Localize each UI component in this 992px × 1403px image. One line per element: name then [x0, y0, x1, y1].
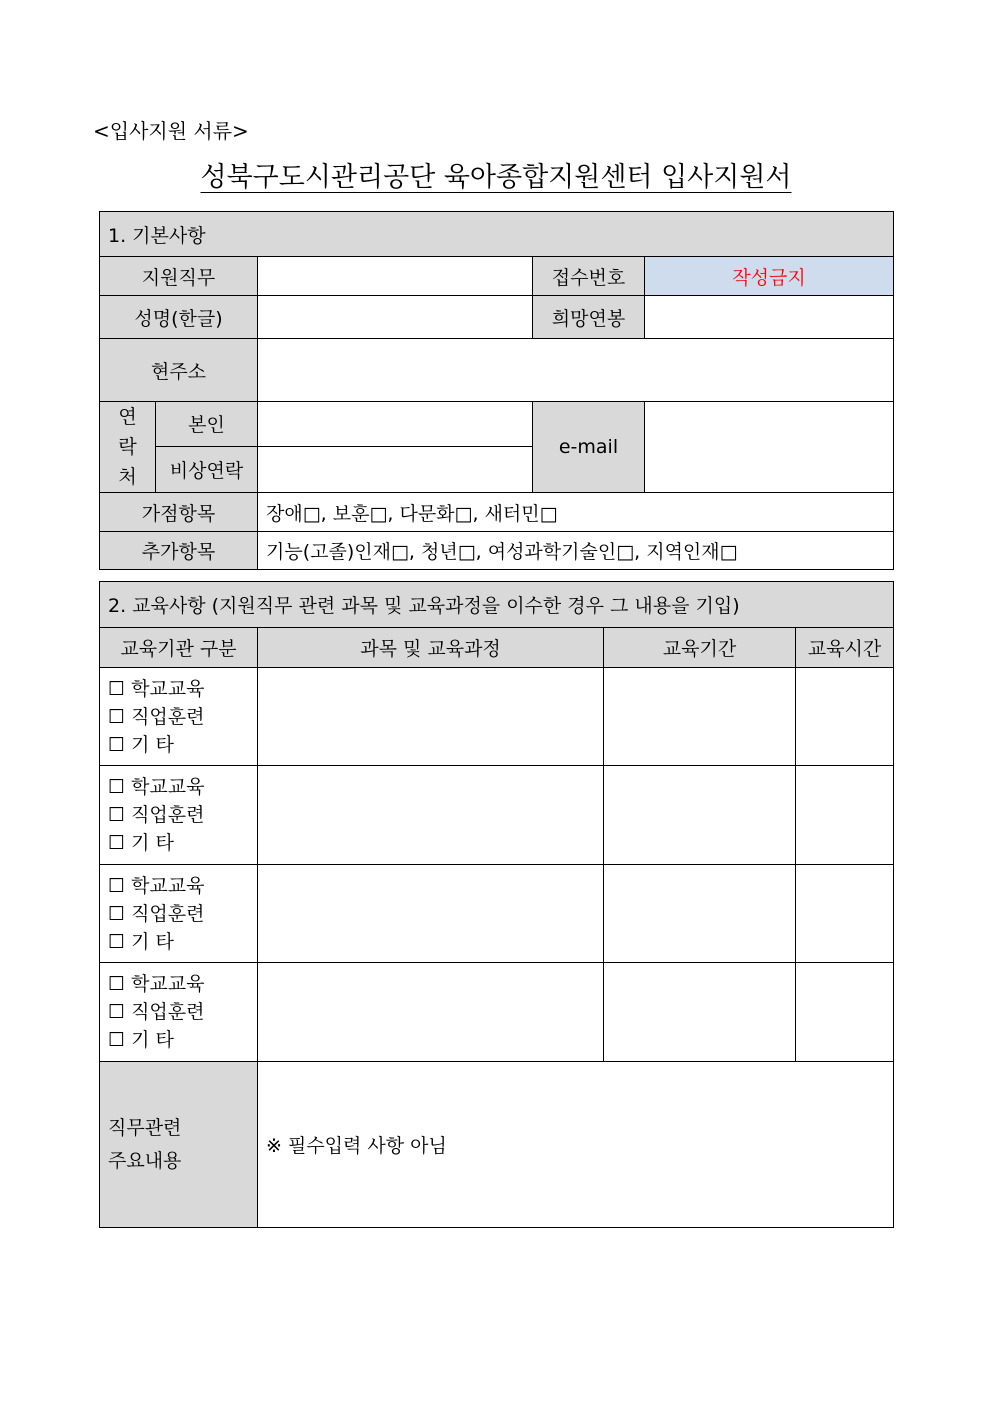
salary-label: 희망연봉: [533, 296, 645, 339]
checkbox-other[interactable]: ☐ 기 타: [108, 733, 174, 756]
education-table: [99, 581, 894, 1228]
col-header-institution: 교육기관 구분: [100, 628, 258, 668]
contact-label: [100, 402, 156, 493]
document-label: <입사지원 서류>: [93, 119, 249, 143]
institution-options[interactable]: [100, 668, 258, 766]
education-section-title: 2. 교육사항 (지원직무 관련 과목 및 교육과정을 이수한 경우 그 내용을 기입): [100, 582, 894, 628]
duty-label: [100, 1062, 258, 1228]
extra-options[interactable]: 기능(고졸)인재□, 청년□, 여성과학기술인□, 지역인재□: [258, 532, 894, 570]
course-field[interactable]: [258, 668, 604, 766]
contact-label-char: 연: [118, 406, 137, 428]
contact-label-char: 처: [118, 466, 137, 488]
period-field[interactable]: [604, 963, 796, 1062]
name-field[interactable]: [258, 296, 533, 339]
page-title: [0, 155, 992, 194]
duty-label-line: 직무관련: [108, 1116, 182, 1139]
course-field[interactable]: [258, 766, 604, 865]
email-label: e-mail: [533, 402, 645, 493]
contact-label-char: 락: [118, 436, 137, 458]
job-field[interactable]: [258, 257, 533, 296]
duty-label-line: 주요내용: [108, 1149, 182, 1172]
col-header-period: 교육기간: [604, 628, 796, 668]
hours-field[interactable]: [796, 766, 894, 865]
col-header-hours: 교육시간: [796, 628, 894, 668]
checkbox-school[interactable]: ☐ 학교교육: [108, 973, 205, 995]
table-row: [100, 668, 894, 766]
institution-options[interactable]: [100, 865, 258, 963]
checkbox-school[interactable]: ☐ 학교교육: [108, 776, 205, 798]
period-field[interactable]: [604, 865, 796, 963]
duty-note: ※ 필수입력 사항 아님: [266, 1135, 447, 1157]
email-field[interactable]: [645, 402, 894, 493]
basic-info-table: [99, 211, 894, 570]
job-label: 지원직무: [100, 257, 258, 296]
page-title-text: 성북구도시관리공단 육아종합지원센터 입사지원서: [200, 162, 792, 193]
extra-label: 추가항목: [100, 532, 258, 570]
checkbox-other[interactable]: ☐ 기 타: [108, 832, 174, 854]
period-field[interactable]: [604, 668, 796, 766]
receipt-field: 작성금지: [645, 257, 894, 296]
hours-field[interactable]: [796, 668, 894, 766]
address-label: 현주소: [100, 339, 258, 402]
emergency-phone-field[interactable]: [258, 446, 533, 492]
checkbox-vocational[interactable]: ☐ 직업훈련: [108, 705, 205, 728]
table-row: [100, 963, 894, 1062]
self-phone-label: 본인: [156, 402, 258, 447]
institution-options[interactable]: [100, 963, 258, 1062]
table-row: [100, 865, 894, 963]
address-field[interactable]: [258, 339, 894, 402]
emergency-phone-label: 비상연락: [156, 446, 258, 492]
bonus-options[interactable]: 장애□, 보훈□, 다문화□, 새터민□: [258, 493, 894, 532]
institution-options[interactable]: [100, 766, 258, 865]
checkbox-vocational[interactable]: ☐ 직업훈련: [108, 1001, 205, 1023]
checkbox-vocational[interactable]: ☐ 직업훈련: [108, 804, 205, 826]
name-label: 성명(한글): [100, 296, 258, 339]
course-field[interactable]: [258, 865, 604, 963]
period-field[interactable]: [604, 766, 796, 865]
hours-field[interactable]: [796, 865, 894, 963]
col-header-course: 과목 및 교육과정: [258, 628, 604, 668]
duty-content-field[interactable]: [258, 1062, 894, 1228]
basic-section-title: 1. 기본사항: [100, 212, 894, 257]
checkbox-other[interactable]: ☐ 기 타: [108, 930, 174, 953]
bonus-label: 가점항목: [100, 493, 258, 532]
hours-field[interactable]: [796, 963, 894, 1062]
table-row: [100, 766, 894, 865]
self-phone-field[interactable]: [258, 402, 533, 447]
checkbox-vocational[interactable]: ☐ 직업훈련: [108, 902, 205, 925]
checkbox-school[interactable]: ☐ 학교교육: [108, 677, 205, 700]
checkbox-school[interactable]: ☐ 학교교육: [108, 874, 205, 897]
course-field[interactable]: [258, 963, 604, 1062]
receipt-label: 접수번호: [533, 257, 645, 296]
checkbox-other[interactable]: ☐ 기 타: [108, 1029, 174, 1051]
salary-field[interactable]: [645, 296, 894, 339]
